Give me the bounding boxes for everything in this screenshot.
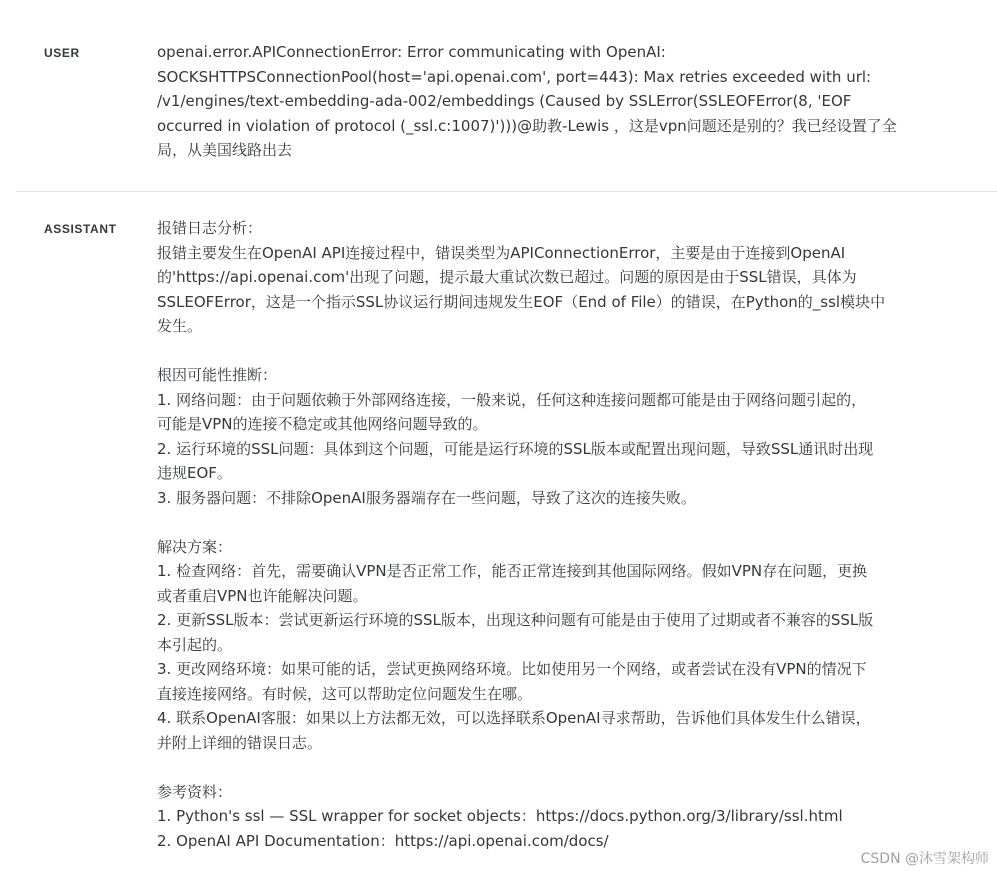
user-message xyxy=(0,0,997,191)
message-line: openai.error.APIConnectionError: Error communicating with OpenAI: xyxy=(157,43,666,61)
message-line: SSLEOFError，这是一个指示SSL协议运行期间违规发生EOF（End of File）的错误，在Python的_ssl模块中 xyxy=(157,292,886,311)
message-line: 报错日志分析： xyxy=(157,219,263,237)
assistant-message-content xyxy=(157,216,965,853)
message-line: 根因可能性推断： xyxy=(157,366,278,384)
assistant-message xyxy=(0,192,997,877)
message-line: 2. OpenAI API Documentation：https://api.openai.com/docs/ xyxy=(157,831,609,850)
message-line: 2. 更新SSL版本：尝试更新运行环境的SSL版本，出现这种问题有可能是由于使用了过期或者不兼容的SSL版 xyxy=(157,611,874,629)
message-line: 直接连接网络。有时候，这可以帮助定位问题发生在哪。 xyxy=(157,684,533,703)
message-line: 或者重启VPN也许能解决问题。 xyxy=(157,586,368,605)
message-line: 1. Python's ssl — SSL wrapper for socket objects：https://docs.python.org/3/library/ssl.html xyxy=(157,807,843,825)
message-line: 3. 更改网络环境：如果可能的话，尝试更换网络环境。比如使用另一个网络，或者尝试在没有VPN的情况下 xyxy=(157,660,867,678)
message-line: 可能是VPN的连接不稳定或其他网络问题导致的。 xyxy=(157,415,488,433)
message-line: 本引起的。 xyxy=(157,635,233,654)
paragraph-gap xyxy=(157,510,965,535)
message-line: 违规EOF。 xyxy=(157,464,232,482)
user-message-content xyxy=(157,40,965,163)
message-line: SOCKSHTTPSConnectionPool(host='api.openai.com', port=443): Max retries exceeded with url: xyxy=(157,67,872,86)
message-line: occurred in violation of protocol (_ssl.c:1007)')))@助教-Lewis ，这是vpn问题还是别的？我已经设置了全 xyxy=(157,116,897,135)
message-line: 局，从美国线路出去 xyxy=(157,141,293,159)
message-line: 发生。 xyxy=(157,317,203,335)
message-line: 1. 检查网络：首先，需要确认VPN是否正常工作，能否正常连接到其他国际网络。假如VPN存在问题，更换 xyxy=(157,562,868,580)
message-line: 参考资料： xyxy=(157,782,233,801)
message-line: 2. 运行环境的SSL问题：具体到这个问题，可能是运行环境的SSL版本或配置出现问题，导致SSL通讯时出现 xyxy=(157,439,874,458)
message-line: 3. 服务器问题：不排除OpenAI服务器端存在一些问题，导致了这次的连接失败。 xyxy=(157,488,696,507)
paragraph-gap xyxy=(157,339,965,364)
assistant-role-label: ASSISTANT xyxy=(44,222,117,236)
message-line: 4. 联系OpenAI客服：如果以上方法都无效，可以选择联系OpenAI寻求帮助，告诉他们具体发生什么错误， xyxy=(157,709,871,727)
csdn-watermark: CSDN @沐雪架构师 xyxy=(860,851,989,867)
message-line: 报错主要发生在OpenAI API连接过程中，错误类型为APIConnectionError，主要是由于连接到OpenAI xyxy=(157,243,846,262)
message-line: /v1/engines/text-embedding-ada-002/embeddings (Caused by SSLError(SSLEOFError(8, 'EOF xyxy=(157,92,852,110)
message-line: 解决方案： xyxy=(157,537,233,556)
message-line: 的'https://api.openai.com'出现了问题，提示最大重试次数已超过。问题的原因是由于SSL错误，具体为 xyxy=(157,268,857,286)
user-role-label: USER xyxy=(44,46,80,60)
message-line: 1. 网络问题：由于问题依赖于外部网络连接，一般来说，任何这种连接问题都可能是由于网络问题引起的， xyxy=(157,390,867,409)
message-line: 并附上详细的错误日志。 xyxy=(157,733,323,752)
paragraph-gap xyxy=(157,755,965,780)
